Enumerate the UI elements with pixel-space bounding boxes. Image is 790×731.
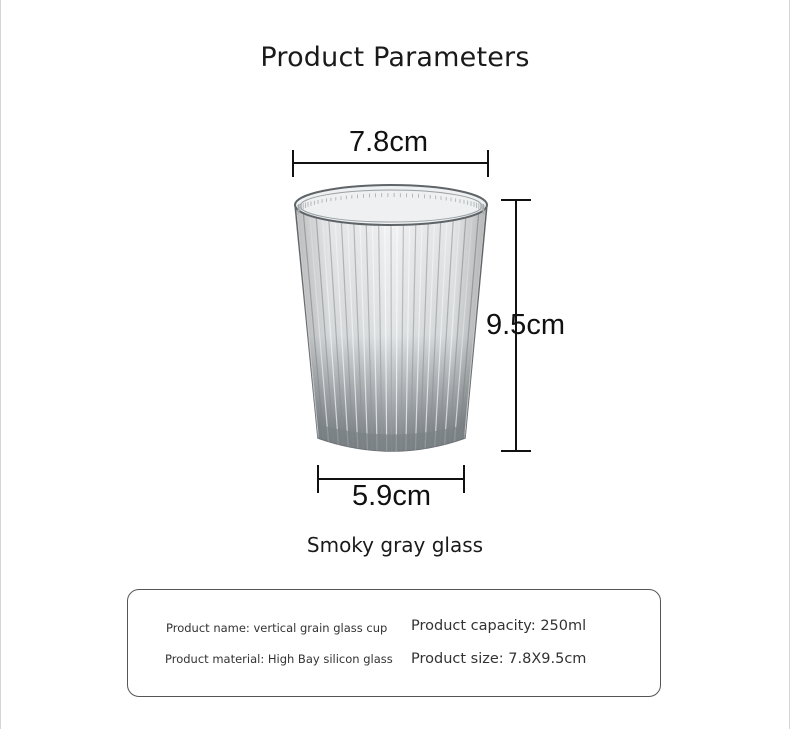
product-info-box <box>127 589 661 697</box>
bottom-width-label: 5.9cm <box>352 480 431 512</box>
product-capacity-text: Product capacity: 250ml <box>411 618 587 634</box>
product-material-text: Product material: High Bay silicon glass <box>165 652 393 666</box>
height-label: 9.5cm <box>486 309 565 341</box>
color-caption: Smoky gray glass <box>306 533 484 557</box>
product-size-text: Product size: 7.8X9.5cm <box>411 651 587 667</box>
product-name-text: Product name: vertical grain glass cup <box>166 621 388 635</box>
page-title: Product Parameters <box>260 42 530 73</box>
glass-cup-image <box>295 185 487 455</box>
top-width-label: 7.8cm <box>349 126 428 158</box>
